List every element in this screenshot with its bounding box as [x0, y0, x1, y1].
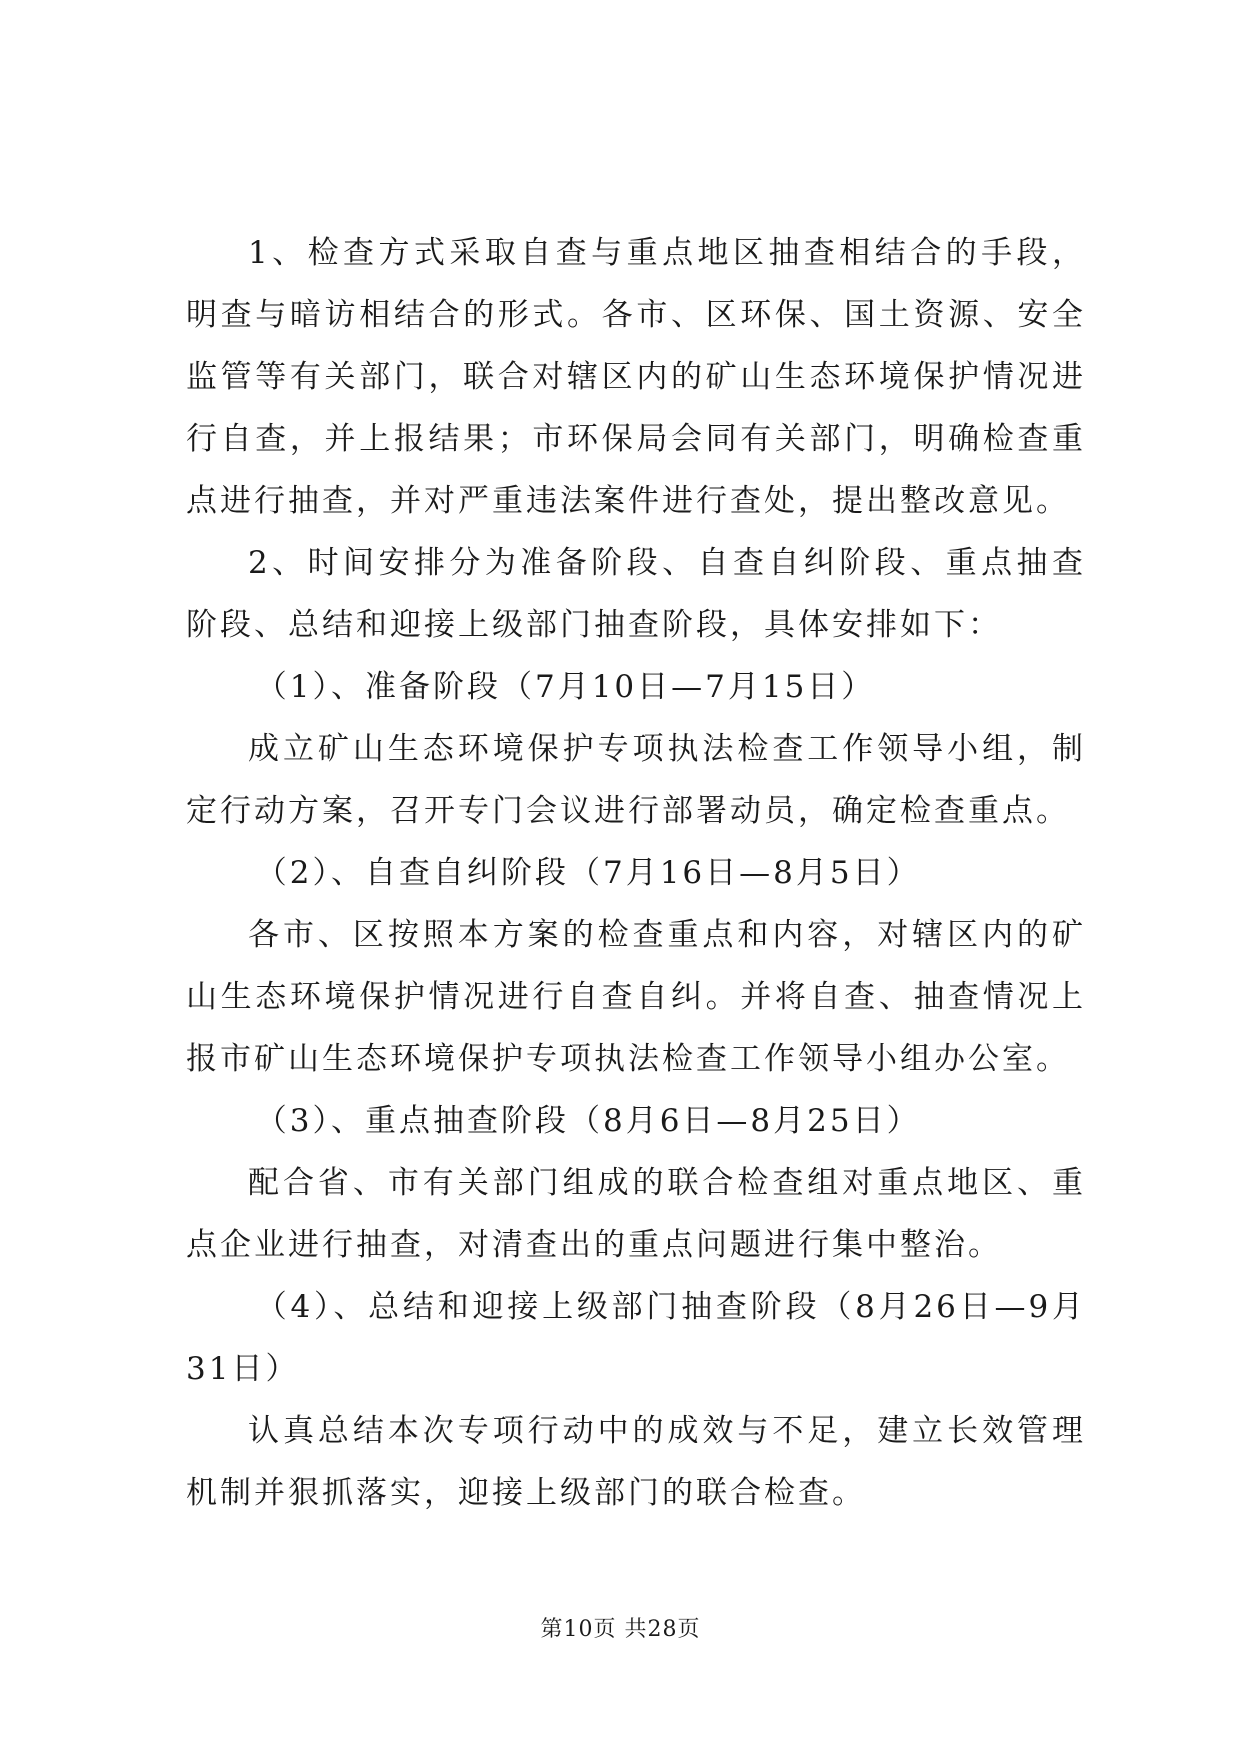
- paragraph-preparation-stage: 成立矿山生态环境保护专项执法检查工作领导小组，制定行动方案，召开专门会议进行部署动员，确定检查重点。: [186, 731, 1086, 829]
- paragraph-spot-check-stage: 配合省、市有关部门组成的联合检查组对重点地区、重点企业进行抽查，对清查出的重点问题进行集中整治。: [186, 1165, 1086, 1263]
- paragraph-summary-stage: 认真总结本次专项行动中的成效与不足，建立长效管理机制并狠抓落实，迎接上级部门的联合检查。: [186, 1413, 1086, 1511]
- paragraph-inspection-method: 1、检查方式采取自查与重点地区抽查相结合的手段，明查与暗访相结合的形式。各市、区环保、国土资源、安全监管等有关部门，联合对辖区内的矿山生态环境保护情况进行自查，并上报结果；市环保局会同有关部门，明确检查重点进行抽查，并对严重违法案件进行查处，提出整改意见。: [186, 235, 1086, 519]
- document-body: [186, 222, 1086, 1524]
- heading-self-check-stage: （2）、自查自纠阶段（7月16日—8月5日）: [255, 855, 921, 891]
- heading-preparation-stage: （1）、准备阶段（7月10日—7月15日）: [255, 669, 876, 705]
- paragraph-time-arrangement: 2、时间安排分为准备阶段、自查自纠阶段、重点抽查阶段、总结和迎接上级部门抽查阶段，具体安排如下：: [186, 545, 1086, 643]
- paragraph-self-check-stage: 各市、区按照本方案的检查重点和内容，对辖区内的矿山生态环境保护情况进行自查自纠。并将自查、抽查情况上报市矿山生态环境保护专项执法检查工作领导小组办公室。: [186, 917, 1086, 1077]
- heading-summary-stage: （4）、总结和迎接上级部门抽查阶段（8月26日—9月31日）: [186, 1289, 1086, 1387]
- heading-spot-check-stage: （3）、重点抽查阶段（8月6日—8月25日）: [255, 1103, 921, 1139]
- page-number-footer: 第10页 共28页: [540, 1617, 701, 1642]
